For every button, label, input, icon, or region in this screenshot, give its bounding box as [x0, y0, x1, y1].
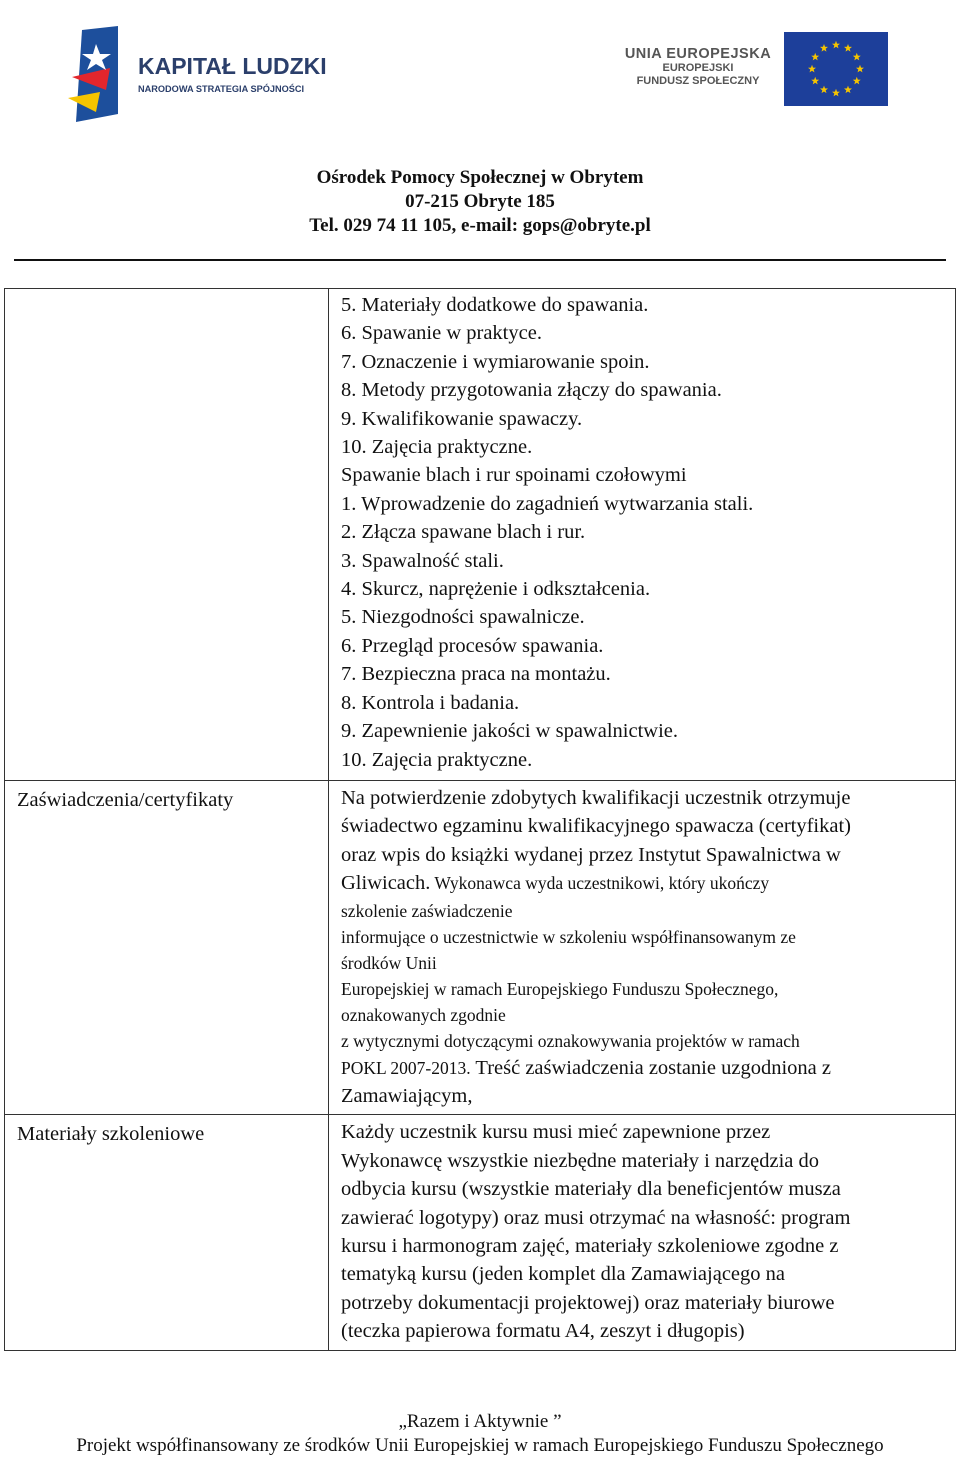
list-item: 3. Spawalność stali.: [341, 549, 504, 572]
certificates-text-rest: Treść zaświadczenia zostanie uzgodniona z: [470, 1056, 831, 1079]
materials-text-line: (teczka papierowa formatu A4, zeszyt i długopis): [341, 1320, 745, 1343]
certificates-text-line: szkolenie zaświadczenie: [341, 900, 513, 921]
list-item: 10. Zajęcia praktyczne.: [341, 748, 533, 771]
certificates-text-lead: Gliwicach.: [341, 872, 431, 895]
certificates-text-small: Wykonawca wyda uczestnikowi, który ukończy: [430, 873, 770, 894]
table-row: [5, 780, 956, 1114]
list-item: 2. Złącza spawane blach i rur.: [341, 521, 586, 544]
footer-slogan: „Razem i Aktywnie ”: [398, 1411, 562, 1432]
materials-text-line: odbycia kursu (wszystkie materiały dla beneficjentów musza: [341, 1178, 841, 1201]
certificates-text-line: z wytycznymi dotyczącymi oznakowywania projektów w ramach: [341, 1030, 800, 1051]
organization-contact: Tel. 029 74 11 105, e-mail: gops@obryte.pl: [309, 215, 651, 236]
row-label-cell: [5, 289, 329, 781]
list-item: 6. Przegląd procesów spawania.: [341, 634, 604, 657]
table-row: [5, 1115, 956, 1350]
kapital-ludzki-logo: [66, 22, 366, 132]
materials-text-line: Każdy uczestnik kursu musi mieć zapewnione przez: [341, 1121, 771, 1144]
table-row: [5, 289, 956, 781]
list-item: 5. Materiały dodatkowe do spawania.: [341, 294, 649, 316]
certificates-text-line: oraz wpis do książki wydanej przez Instytut Spawalnictwa w: [341, 843, 841, 866]
list-item: 6. Spawanie w praktyce.: [341, 322, 542, 345]
training-materials-cell: [329, 1115, 956, 1350]
section-heading: Spawanie blach i rur spoinami czołowymi: [341, 464, 687, 487]
certificates-text-line: Na potwierdzenie zdobytych kwalifikacji uczestnik otrzymuje: [341, 786, 851, 809]
eu-logo-line3: FUNDUSZ SPOŁECZNY: [636, 75, 760, 87]
eu-logo: [618, 28, 890, 112]
training-materials-label: Materiały szkoleniowe: [5, 1115, 329, 1350]
certificates-text-line: [341, 1054, 947, 1082]
list-item: 8. Kontrola i badania.: [341, 691, 520, 714]
list-item: 9. Kwalifikowanie spawaczy.: [341, 407, 583, 430]
list-item: 8. Metody przygotowania złączy do spawania.: [341, 379, 722, 402]
certificates-text-line: środków Unii: [341, 952, 437, 973]
certificates-text-line: Zamawiającym,: [341, 1084, 473, 1107]
organization-address: 07-215 Obryte 185: [405, 191, 555, 212]
materials-text-line: zawierać logotypy) oraz musi otrzymać na własność: program: [341, 1206, 851, 1229]
certificates-text-line: oznakowanych zgodnie: [341, 1004, 506, 1025]
materials-text-line: Wykonawcę wszystkie niezbędne materiały i narzędzia do: [341, 1149, 820, 1172]
certificates-text-line: informujące o uczestnictwie w szkoleniu współfinansowanym ze: [341, 926, 796, 947]
list-item: 4. Skurcz, naprężenie i odkształcenia.: [341, 578, 651, 601]
eu-logo-line1: UNIA EUROPEJSKA: [624, 46, 772, 62]
materials-text-line: tematyką kursu (jeden komplet dla Zamawiającego na: [341, 1263, 785, 1286]
materials-text-line: kursu i harmonogram zajęć, materiały szkoleniowe zgodne z: [341, 1234, 839, 1257]
footer-cofinancing-note: Projekt współfinansowany ze środków Unii Europejskiej w ramach Europejskiego Funduszu Społecznego: [76, 1435, 884, 1456]
organization-name: Ośrodek Pomocy Społecznej w Obrytem: [316, 167, 644, 188]
list-item: 7. Bezpieczna praca na montażu.: [341, 663, 611, 686]
list-item: 10. Zajęcia praktyczne.: [341, 436, 533, 459]
kapital-ludzki-emblem: [66, 22, 366, 132]
list-item: 1. Wprowadzenie do zagadnień wytwarzania stali.: [341, 492, 754, 515]
organization-header: [0, 166, 960, 238]
certificates-cell: [329, 780, 956, 1114]
logo-tagline-text: NARODOWA STRATEGIA SPÓJNOŚCI: [138, 84, 305, 94]
certificates-label: Zaświadczenia/certyfikaty: [5, 780, 329, 1114]
program-topics-cell: [329, 289, 956, 781]
header-divider: [14, 259, 946, 261]
list-item: 7. Oznaczenie i wymiarowanie spoin.: [341, 350, 650, 373]
eu-logo-text: [618, 46, 778, 88]
materials-text-line: potrzeby dokumentacji projektowej) oraz materiały biurowe: [341, 1291, 835, 1314]
certificates-text-line: [341, 869, 947, 897]
eu-flag-icon: [784, 32, 888, 106]
certificates-text-small: POKL 2007-2013.: [341, 1057, 471, 1078]
certificates-text-line: świadectwo egzaminu kwalifikacyjnego spawacza (certyfikat): [341, 815, 851, 838]
eu-logo-line2: EUROPEJSKI: [662, 62, 734, 74]
certificates-text-line: Europejskiej w ramach Europejskiego Funduszu Społecznego,: [341, 978, 779, 999]
list-item: 9. Zapewnienie jakości w spawalnictwie.: [341, 720, 678, 743]
list-item: 5. Niezgodności spawalnicze.: [341, 606, 585, 629]
logo-name-text: KAPITAŁ LUDZKI: [138, 53, 327, 79]
course-details-table: [4, 288, 956, 1351]
